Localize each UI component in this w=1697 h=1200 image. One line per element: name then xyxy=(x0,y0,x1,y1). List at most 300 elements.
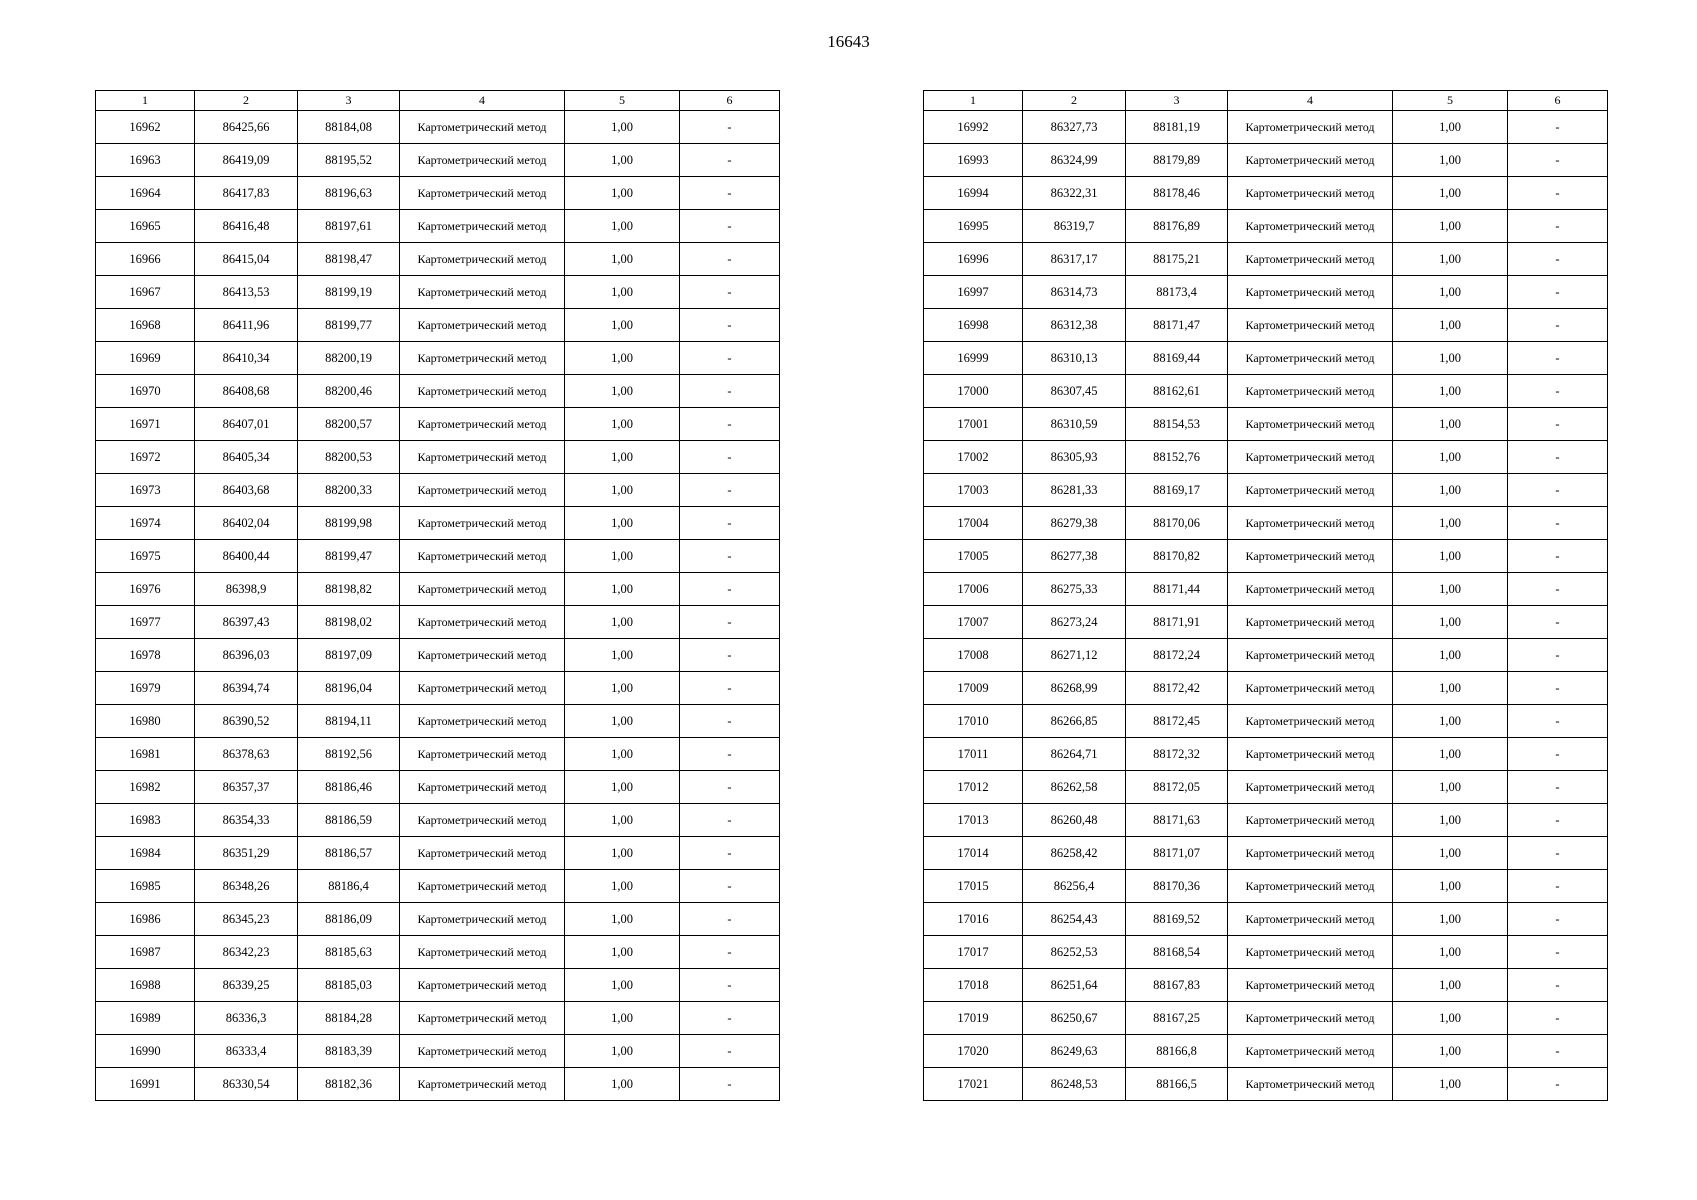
cell-accuracy: 1,00 xyxy=(1393,969,1508,1002)
cell-method: Картометрический метод xyxy=(400,639,565,672)
cell-method: Картометрический метод xyxy=(1228,573,1393,606)
table-row xyxy=(96,1002,780,1035)
cell-coordinate-x: 86354,33 xyxy=(195,804,298,837)
cell-point-number: 16966 xyxy=(96,243,195,276)
cell-coordinate-x: 86378,63 xyxy=(195,738,298,771)
cell-point-number: 17020 xyxy=(924,1035,1023,1068)
cell-point-number: 16983 xyxy=(96,804,195,837)
cell-coordinate-x: 86322,31 xyxy=(1023,177,1126,210)
cell-method: Картометрический метод xyxy=(1228,243,1393,276)
table-row xyxy=(924,804,1608,837)
table-row xyxy=(96,210,780,243)
cell-point-number: 16996 xyxy=(924,243,1023,276)
cell-coordinate-y: 88170,06 xyxy=(1126,507,1228,540)
cell-accuracy: 1,00 xyxy=(1393,342,1508,375)
cell-accuracy: 1,00 xyxy=(565,606,680,639)
cell-accuracy: 1,00 xyxy=(565,210,680,243)
table-row xyxy=(924,738,1608,771)
cell-note: - xyxy=(1508,507,1608,540)
cell-accuracy: 1,00 xyxy=(565,837,680,870)
table-row xyxy=(924,903,1608,936)
cell-note: - xyxy=(1508,804,1608,837)
table-row xyxy=(96,441,780,474)
column-header-5: 5 xyxy=(1393,91,1508,111)
cell-note: - xyxy=(680,309,780,342)
cell-method: Картометрический метод xyxy=(1228,1068,1393,1101)
cell-method: Картометрический метод xyxy=(1228,936,1393,969)
cell-method: Картометрический метод xyxy=(400,771,565,804)
cell-coordinate-y: 88167,25 xyxy=(1126,1002,1228,1035)
cell-accuracy: 1,00 xyxy=(565,936,680,969)
table-row xyxy=(96,408,780,441)
cell-point-number: 16986 xyxy=(96,903,195,936)
table-row xyxy=(924,441,1608,474)
cell-point-number: 16993 xyxy=(924,144,1023,177)
cell-coordinate-x: 86319,7 xyxy=(1023,210,1126,243)
cell-coordinate-x: 86310,59 xyxy=(1023,408,1126,441)
cell-method: Картометрический метод xyxy=(1228,507,1393,540)
cell-note: - xyxy=(680,969,780,1002)
cell-coordinate-y: 88175,21 xyxy=(1126,243,1228,276)
cell-accuracy: 1,00 xyxy=(565,540,680,573)
column-header-6: 6 xyxy=(1508,91,1608,111)
cell-coordinate-y: 88186,09 xyxy=(298,903,400,936)
cell-point-number: 16969 xyxy=(96,342,195,375)
table-row xyxy=(96,276,780,309)
cell-coordinate-x: 86357,37 xyxy=(195,771,298,804)
cell-note: - xyxy=(680,771,780,804)
cell-coordinate-x: 86417,83 xyxy=(195,177,298,210)
cell-coordinate-x: 86411,96 xyxy=(195,309,298,342)
cell-coordinate-y: 88171,63 xyxy=(1126,804,1228,837)
cell-coordinate-y: 88199,19 xyxy=(298,276,400,309)
cell-accuracy: 1,00 xyxy=(1393,573,1508,606)
table-row xyxy=(924,474,1608,507)
cell-note: - xyxy=(680,1002,780,1035)
cell-coordinate-y: 88186,59 xyxy=(298,804,400,837)
cell-method: Картометрический метод xyxy=(400,243,565,276)
table-row xyxy=(924,177,1608,210)
cell-point-number: 16965 xyxy=(96,210,195,243)
table-row xyxy=(924,111,1608,144)
cell-note: - xyxy=(680,606,780,639)
table-row xyxy=(96,606,780,639)
column-header-1: 1 xyxy=(924,91,1023,111)
cell-coordinate-x: 86345,23 xyxy=(195,903,298,936)
cell-coordinate-x: 86394,74 xyxy=(195,672,298,705)
cell-coordinate-x: 86249,63 xyxy=(1023,1035,1126,1068)
cell-accuracy: 1,00 xyxy=(1393,375,1508,408)
column-header-6: 6 xyxy=(680,91,780,111)
cell-accuracy: 1,00 xyxy=(565,804,680,837)
cell-coordinate-y: 88172,05 xyxy=(1126,771,1228,804)
cell-method: Картометрический метод xyxy=(1228,672,1393,705)
cell-accuracy: 1,00 xyxy=(1393,540,1508,573)
cell-accuracy: 1,00 xyxy=(565,573,680,606)
cell-method: Картометрический метод xyxy=(1228,210,1393,243)
table-row xyxy=(924,672,1608,705)
cell-method: Картометрический метод xyxy=(1228,738,1393,771)
cell-coordinate-x: 86314,73 xyxy=(1023,276,1126,309)
cell-coordinate-y: 88196,63 xyxy=(298,177,400,210)
page-number: 16643 xyxy=(827,32,870,51)
cell-accuracy: 1,00 xyxy=(1393,243,1508,276)
cell-coordinate-x: 86273,24 xyxy=(1023,606,1126,639)
cell-accuracy: 1,00 xyxy=(1393,606,1508,639)
cell-note: - xyxy=(680,177,780,210)
cell-accuracy: 1,00 xyxy=(565,474,680,507)
cell-point-number: 16998 xyxy=(924,309,1023,342)
cell-coordinate-x: 86425,66 xyxy=(195,111,298,144)
cell-point-number: 16980 xyxy=(96,705,195,738)
table-row xyxy=(96,573,780,606)
table-row xyxy=(96,243,780,276)
table-row xyxy=(96,936,780,969)
cell-coordinate-y: 88170,36 xyxy=(1126,870,1228,903)
cell-method: Картометрический метод xyxy=(400,177,565,210)
column-header-3: 3 xyxy=(298,91,400,111)
cell-coordinate-x: 86258,42 xyxy=(1023,837,1126,870)
table-row xyxy=(96,540,780,573)
table-row xyxy=(924,408,1608,441)
cell-coordinate-y: 88184,28 xyxy=(298,1002,400,1035)
cell-method: Картометрический метод xyxy=(400,210,565,243)
cell-coordinate-x: 86271,12 xyxy=(1023,639,1126,672)
cell-point-number: 16964 xyxy=(96,177,195,210)
cell-note: - xyxy=(680,210,780,243)
cell-note: - xyxy=(1508,1068,1608,1101)
cell-point-number: 17012 xyxy=(924,771,1023,804)
cell-method: Картометрический метод xyxy=(400,606,565,639)
cell-coordinate-x: 86305,93 xyxy=(1023,441,1126,474)
cell-coordinate-y: 88172,45 xyxy=(1126,705,1228,738)
cell-coordinate-y: 88198,82 xyxy=(298,573,400,606)
cell-point-number: 16990 xyxy=(96,1035,195,1068)
cell-note: - xyxy=(680,375,780,408)
cell-coordinate-x: 86339,25 xyxy=(195,969,298,1002)
cell-method: Картометрический метод xyxy=(400,870,565,903)
cell-note: - xyxy=(1508,672,1608,705)
cell-note: - xyxy=(680,738,780,771)
cell-method: Картометрический метод xyxy=(1228,606,1393,639)
cell-point-number: 17016 xyxy=(924,903,1023,936)
cell-accuracy: 1,00 xyxy=(565,738,680,771)
cell-note: - xyxy=(680,540,780,573)
cell-coordinate-y: 88181,19 xyxy=(1126,111,1228,144)
table-row xyxy=(924,309,1608,342)
cell-coordinate-y: 88186,4 xyxy=(298,870,400,903)
cell-coordinate-x: 86413,53 xyxy=(195,276,298,309)
coordinates-table-left xyxy=(95,90,780,1101)
cell-coordinate-x: 86248,53 xyxy=(1023,1068,1126,1101)
cell-accuracy: 1,00 xyxy=(565,1035,680,1068)
cell-note: - xyxy=(1508,705,1608,738)
cell-coordinate-y: 88170,82 xyxy=(1126,540,1228,573)
cell-coordinate-x: 86266,85 xyxy=(1023,705,1126,738)
cell-method: Картометрический метод xyxy=(1228,177,1393,210)
cell-accuracy: 1,00 xyxy=(1393,507,1508,540)
cell-accuracy: 1,00 xyxy=(1393,870,1508,903)
table-row xyxy=(96,1068,780,1101)
cell-point-number: 17010 xyxy=(924,705,1023,738)
cell-coordinate-x: 86324,99 xyxy=(1023,144,1126,177)
cell-method: Картометрический метод xyxy=(400,309,565,342)
cell-note: - xyxy=(1508,870,1608,903)
cell-coordinate-y: 88199,77 xyxy=(298,309,400,342)
cell-method: Картометрический метод xyxy=(1228,144,1393,177)
cell-note: - xyxy=(680,441,780,474)
cell-point-number: 16982 xyxy=(96,771,195,804)
cell-accuracy: 1,00 xyxy=(565,1068,680,1101)
cell-method: Картометрический метод xyxy=(1228,705,1393,738)
cell-accuracy: 1,00 xyxy=(1393,144,1508,177)
cell-coordinate-x: 86327,73 xyxy=(1023,111,1126,144)
cell-note: - xyxy=(1508,309,1608,342)
cell-accuracy: 1,00 xyxy=(565,969,680,1002)
column-header-2: 2 xyxy=(1023,91,1126,111)
cell-point-number: 16997 xyxy=(924,276,1023,309)
cell-coordinate-x: 86256,4 xyxy=(1023,870,1126,903)
table-row xyxy=(924,1002,1608,1035)
cell-point-number: 17011 xyxy=(924,738,1023,771)
cell-note: - xyxy=(680,804,780,837)
cell-point-number: 16994 xyxy=(924,177,1023,210)
cell-accuracy: 1,00 xyxy=(1393,936,1508,969)
cell-method: Картометрический метод xyxy=(1228,540,1393,573)
cell-coordinate-y: 88199,98 xyxy=(298,507,400,540)
cell-method: Картометрический метод xyxy=(1228,639,1393,672)
cell-note: - xyxy=(1508,276,1608,309)
cell-method: Картометрический метод xyxy=(400,705,565,738)
cell-point-number: 16995 xyxy=(924,210,1023,243)
cell-point-number: 17003 xyxy=(924,474,1023,507)
cell-point-number: 16970 xyxy=(96,375,195,408)
cell-coordinate-x: 86342,23 xyxy=(195,936,298,969)
cell-coordinate-x: 86348,26 xyxy=(195,870,298,903)
header-row xyxy=(96,91,780,111)
cell-method: Картометрический метод xyxy=(1228,903,1393,936)
table-row xyxy=(96,639,780,672)
cell-method: Картометрический метод xyxy=(1228,441,1393,474)
cell-coordinate-y: 88169,52 xyxy=(1126,903,1228,936)
cell-method: Картометрический метод xyxy=(400,342,565,375)
cell-coordinate-y: 88199,47 xyxy=(298,540,400,573)
cell-method: Картометрический метод xyxy=(400,408,565,441)
table-row xyxy=(96,342,780,375)
cell-point-number: 17005 xyxy=(924,540,1023,573)
cell-method: Картометрический метод xyxy=(1228,837,1393,870)
column-header-4: 4 xyxy=(400,91,565,111)
table-row xyxy=(924,936,1608,969)
cell-coordinate-y: 88198,02 xyxy=(298,606,400,639)
cell-accuracy: 1,00 xyxy=(565,177,680,210)
cell-note: - xyxy=(1508,111,1608,144)
cell-note: - xyxy=(680,1035,780,1068)
cell-accuracy: 1,00 xyxy=(565,672,680,705)
cell-coordinate-x: 86351,29 xyxy=(195,837,298,870)
cell-note: - xyxy=(680,672,780,705)
cell-point-number: 16985 xyxy=(96,870,195,903)
cell-accuracy: 1,00 xyxy=(565,342,680,375)
cell-coordinate-x: 86336,3 xyxy=(195,1002,298,1035)
table-header xyxy=(96,91,780,111)
cell-point-number: 17017 xyxy=(924,936,1023,969)
cell-point-number: 16974 xyxy=(96,507,195,540)
cell-note: - xyxy=(680,243,780,276)
table-row xyxy=(924,276,1608,309)
cell-note: - xyxy=(1508,837,1608,870)
cell-coordinate-y: 88198,47 xyxy=(298,243,400,276)
cell-accuracy: 1,00 xyxy=(1393,111,1508,144)
table-row xyxy=(924,210,1608,243)
cell-accuracy: 1,00 xyxy=(1393,1035,1508,1068)
table-row xyxy=(924,375,1608,408)
cell-point-number: 16988 xyxy=(96,969,195,1002)
cell-note: - xyxy=(680,639,780,672)
cell-method: Картометрический метод xyxy=(400,738,565,771)
cell-point-number: 16968 xyxy=(96,309,195,342)
table-row xyxy=(96,771,780,804)
cell-point-number: 16991 xyxy=(96,1068,195,1101)
column-header-4: 4 xyxy=(1228,91,1393,111)
cell-note: - xyxy=(1508,771,1608,804)
cell-point-number: 16979 xyxy=(96,672,195,705)
cell-accuracy: 1,00 xyxy=(1393,474,1508,507)
cell-method: Картометрический метод xyxy=(400,111,565,144)
cell-method: Картометрический метод xyxy=(1228,771,1393,804)
cell-accuracy: 1,00 xyxy=(565,870,680,903)
cell-coordinate-y: 88179,89 xyxy=(1126,144,1228,177)
cell-coordinate-y: 88197,09 xyxy=(298,639,400,672)
table-row xyxy=(96,375,780,408)
cell-point-number: 16987 xyxy=(96,936,195,969)
cell-note: - xyxy=(680,276,780,309)
table-body xyxy=(96,111,780,1101)
cell-note: - xyxy=(680,936,780,969)
cell-accuracy: 1,00 xyxy=(565,408,680,441)
cell-method: Картометрический метод xyxy=(400,573,565,606)
cell-coordinate-x: 86310,13 xyxy=(1023,342,1126,375)
cell-accuracy: 1,00 xyxy=(1393,837,1508,870)
cell-note: - xyxy=(680,342,780,375)
cell-coordinate-x: 86264,71 xyxy=(1023,738,1126,771)
cell-point-number: 16989 xyxy=(96,1002,195,1035)
table-row xyxy=(96,507,780,540)
cell-method: Картометрический метод xyxy=(400,837,565,870)
table-row xyxy=(96,837,780,870)
table-row xyxy=(96,705,780,738)
header-row xyxy=(924,91,1608,111)
cell-note: - xyxy=(1508,738,1608,771)
table-row xyxy=(924,1068,1608,1101)
cell-accuracy: 1,00 xyxy=(1393,738,1508,771)
table-row xyxy=(924,606,1608,639)
cell-point-number: 17018 xyxy=(924,969,1023,1002)
cell-coordinate-x: 86419,09 xyxy=(195,144,298,177)
cell-coordinate-x: 86403,68 xyxy=(195,474,298,507)
cell-note: - xyxy=(680,111,780,144)
cell-coordinate-y: 88171,44 xyxy=(1126,573,1228,606)
table-row xyxy=(924,507,1608,540)
column-header-2: 2 xyxy=(195,91,298,111)
cell-accuracy: 1,00 xyxy=(1393,408,1508,441)
cell-note: - xyxy=(1508,210,1608,243)
cell-method: Картометрический метод xyxy=(400,672,565,705)
cell-accuracy: 1,00 xyxy=(1393,1068,1508,1101)
cell-coordinate-x: 86317,17 xyxy=(1023,243,1126,276)
cell-coordinate-x: 86405,34 xyxy=(195,441,298,474)
cell-coordinate-y: 88176,89 xyxy=(1126,210,1228,243)
cell-accuracy: 1,00 xyxy=(1393,177,1508,210)
cell-accuracy: 1,00 xyxy=(565,276,680,309)
column-header-5: 5 xyxy=(565,91,680,111)
cell-coordinate-x: 86251,64 xyxy=(1023,969,1126,1002)
cell-method: Картометрический метод xyxy=(400,441,565,474)
cell-point-number: 16992 xyxy=(924,111,1023,144)
cell-coordinate-y: 88172,32 xyxy=(1126,738,1228,771)
cell-accuracy: 1,00 xyxy=(1393,639,1508,672)
cell-coordinate-y: 88178,46 xyxy=(1126,177,1228,210)
cell-coordinate-x: 86410,34 xyxy=(195,342,298,375)
cell-coordinate-y: 88182,36 xyxy=(298,1068,400,1101)
cell-method: Картометрический метод xyxy=(400,936,565,969)
cell-coordinate-y: 88185,63 xyxy=(298,936,400,969)
cell-point-number: 16962 xyxy=(96,111,195,144)
cell-point-number: 16976 xyxy=(96,573,195,606)
cell-coordinate-y: 88172,42 xyxy=(1126,672,1228,705)
cell-coordinate-x: 86390,52 xyxy=(195,705,298,738)
cell-method: Картометрический метод xyxy=(400,1035,565,1068)
cell-note: - xyxy=(1508,144,1608,177)
cell-note: - xyxy=(1508,1002,1608,1035)
cell-method: Картометрический метод xyxy=(400,804,565,837)
table-row xyxy=(96,111,780,144)
cell-point-number: 17021 xyxy=(924,1068,1023,1101)
table-row xyxy=(924,243,1608,276)
table-row xyxy=(924,1035,1608,1068)
table-row xyxy=(924,705,1608,738)
cell-coordinate-x: 86402,04 xyxy=(195,507,298,540)
table-row xyxy=(924,342,1608,375)
cell-method: Картометрический метод xyxy=(1228,342,1393,375)
cell-coordinate-x: 86400,44 xyxy=(195,540,298,573)
cell-accuracy: 1,00 xyxy=(1393,771,1508,804)
cell-point-number: 16972 xyxy=(96,441,195,474)
table-row xyxy=(924,969,1608,1002)
cell-coordinate-x: 86408,68 xyxy=(195,375,298,408)
cell-coordinate-y: 88197,61 xyxy=(298,210,400,243)
cell-coordinate-y: 88169,17 xyxy=(1126,474,1228,507)
cell-method: Картометрический метод xyxy=(1228,309,1393,342)
cell-note: - xyxy=(1508,903,1608,936)
cell-point-number: 16967 xyxy=(96,276,195,309)
cell-method: Картометрический метод xyxy=(400,375,565,408)
cell-note: - xyxy=(680,837,780,870)
cell-coordinate-y: 88200,53 xyxy=(298,441,400,474)
column-header-1: 1 xyxy=(96,91,195,111)
cell-note: - xyxy=(680,144,780,177)
cell-coordinate-x: 86281,33 xyxy=(1023,474,1126,507)
cell-coordinate-y: 88195,52 xyxy=(298,144,400,177)
cell-note: - xyxy=(1508,969,1608,1002)
cell-note: - xyxy=(1508,474,1608,507)
cell-point-number: 16971 xyxy=(96,408,195,441)
cell-point-number: 16981 xyxy=(96,738,195,771)
table-row xyxy=(96,309,780,342)
table-row xyxy=(96,144,780,177)
table-row xyxy=(924,144,1608,177)
cell-coordinate-y: 88166,5 xyxy=(1126,1068,1228,1101)
